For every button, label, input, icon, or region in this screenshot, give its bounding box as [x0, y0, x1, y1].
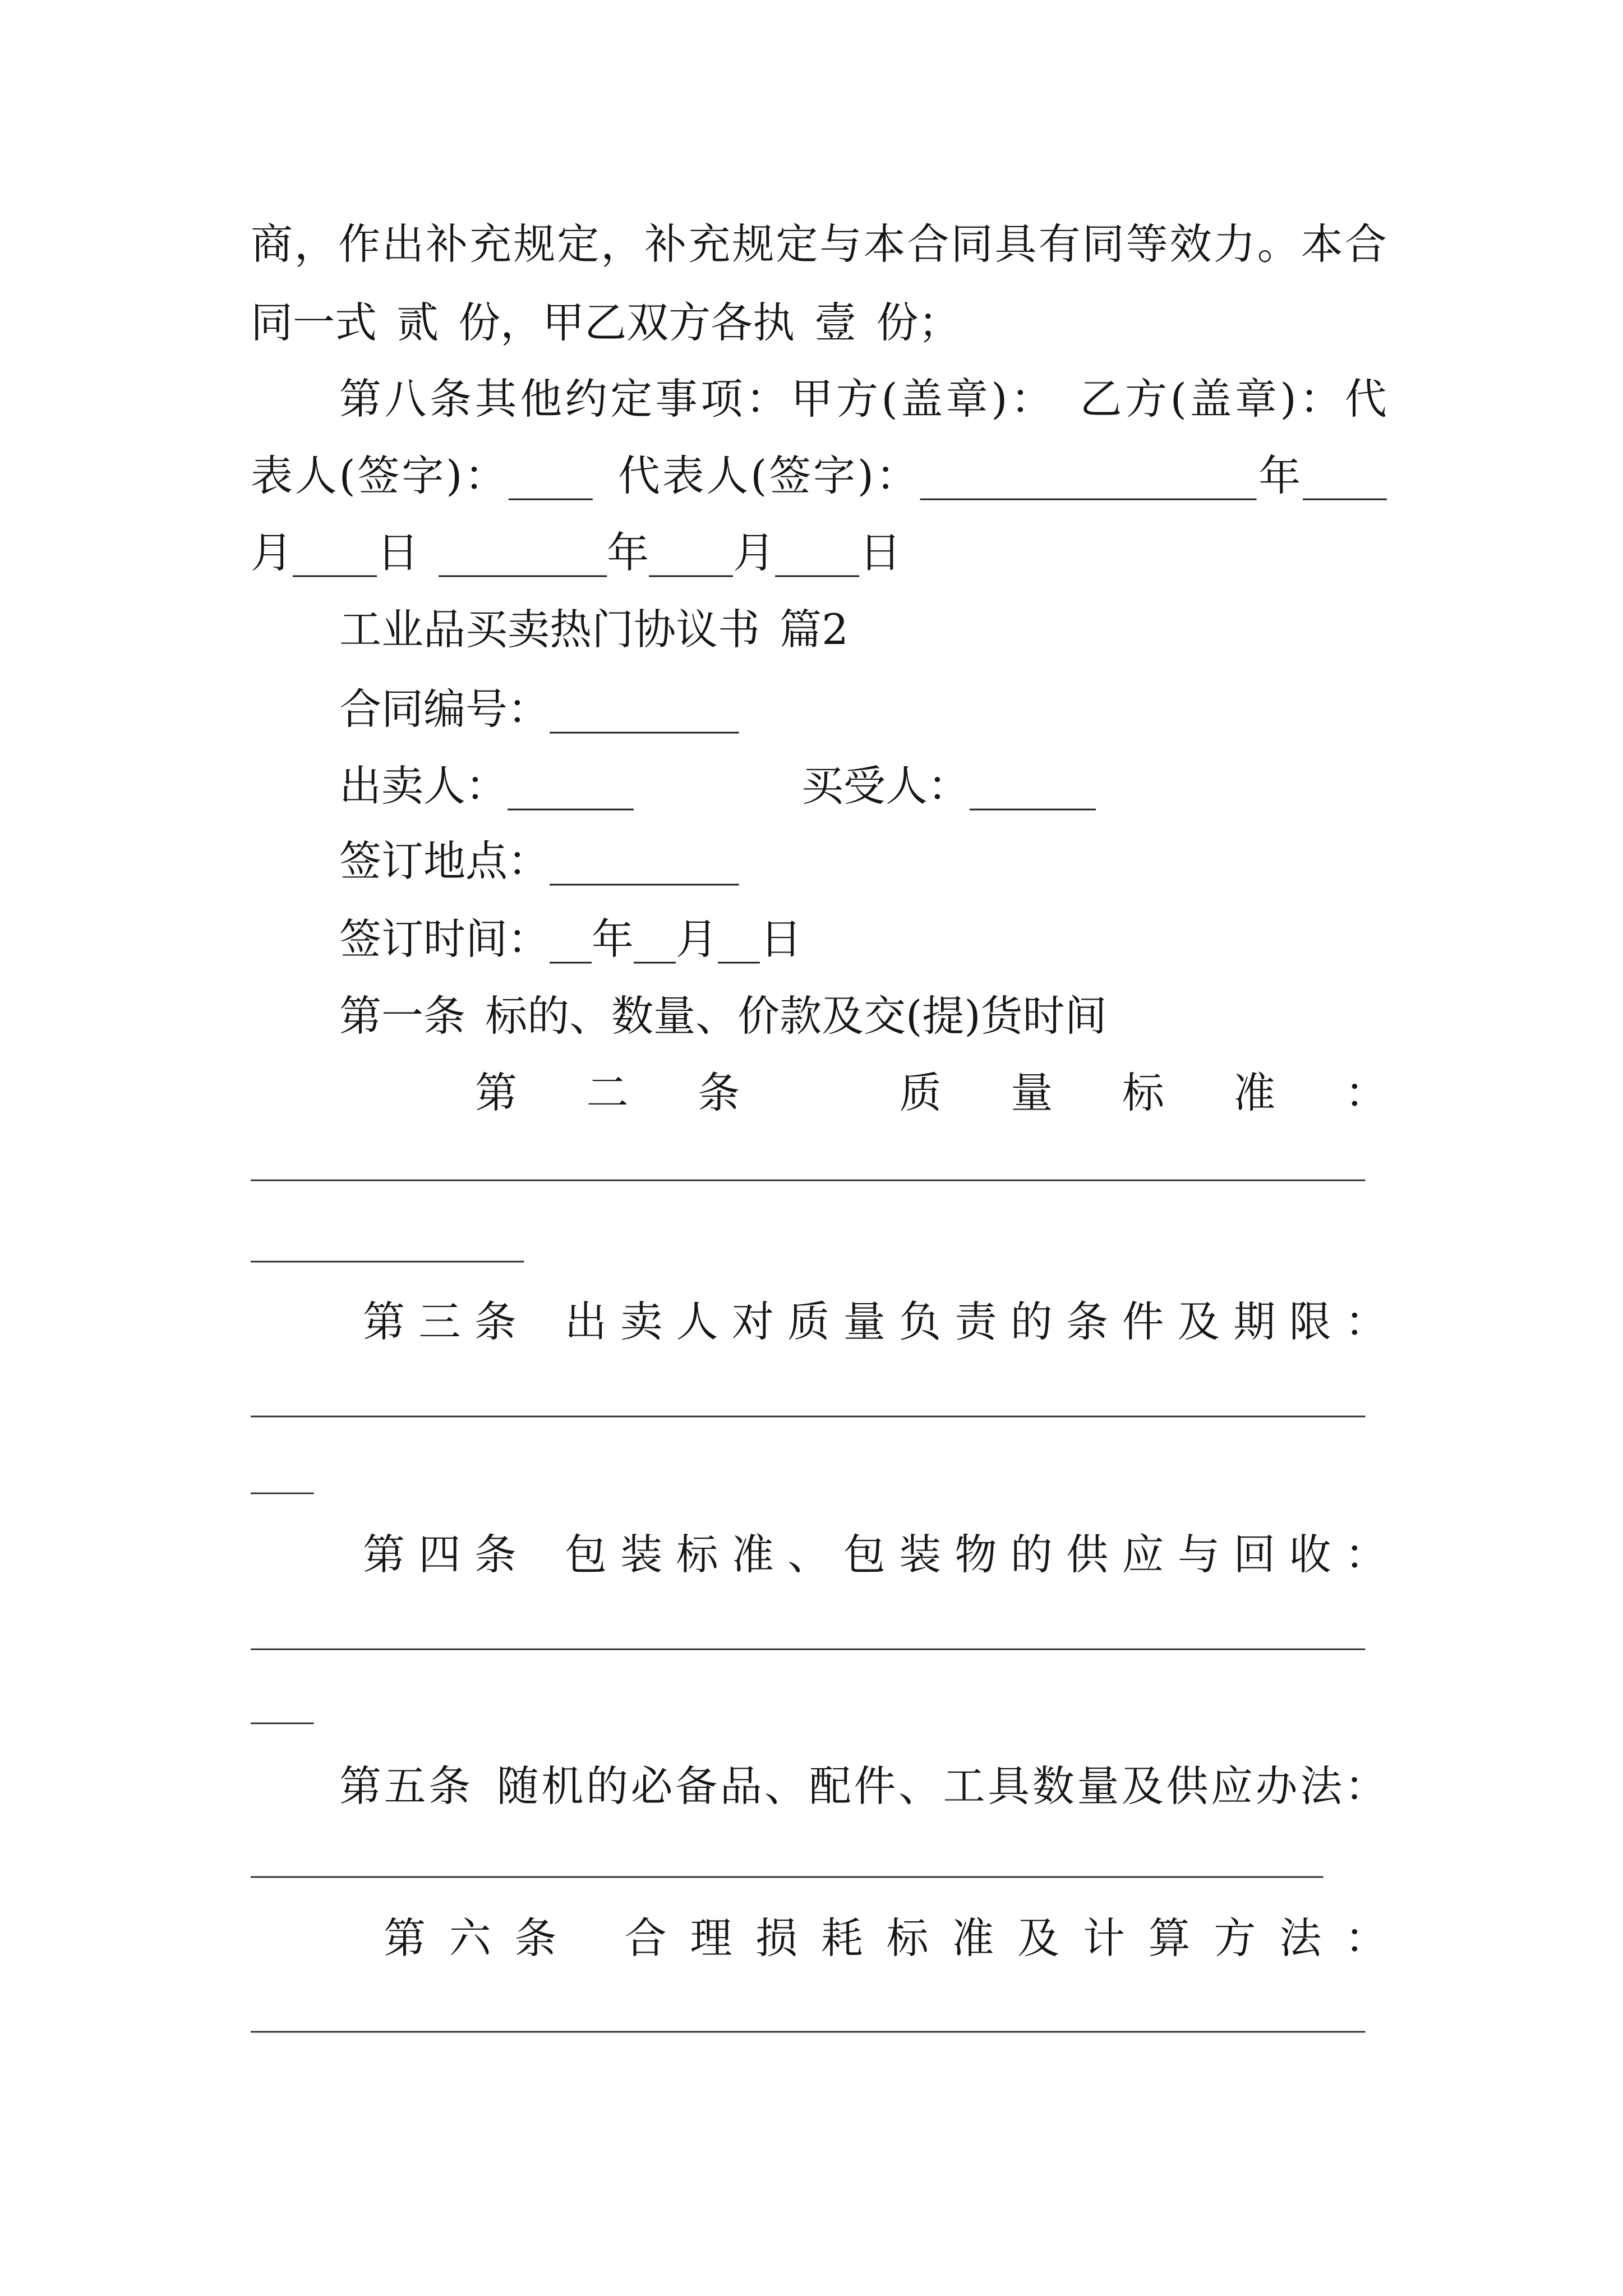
glyph: 、	[898, 1761, 941, 1811]
contract-number-field: 合同编号：_________	[339, 684, 739, 734]
glyph: ____	[1303, 451, 1387, 500]
glyph: 乙	[1080, 374, 1122, 424]
glyph: 盖	[1189, 374, 1232, 424]
clause-3-blank-line-1: _____________________________________________________	[251, 1368, 1366, 1418]
glyph: 法	[1300, 1761, 1343, 1811]
glyph: 定	[610, 374, 653, 424]
clause-5-heading	[339, 1761, 1387, 1819]
glyph: 合	[1344, 219, 1387, 269]
glyph: 同	[951, 219, 993, 269]
clause-2-blank-line-2: _____________	[251, 1213, 524, 1263]
glyph: 理	[690, 1913, 732, 1963]
clause-4-blank-line-1: _____________________________________________________	[251, 1601, 1366, 1650]
glyph: 合	[624, 1913, 667, 1963]
glyph: 包	[843, 1530, 886, 1579]
glyph: 条	[474, 1297, 517, 1346]
glyph: 回	[1233, 1530, 1276, 1579]
glyph: ：	[1344, 1297, 1387, 1346]
clause-3-blank-line-2: ___	[251, 1445, 314, 1494]
glyph: 准	[732, 1530, 774, 1579]
glyph: 质	[787, 1297, 830, 1346]
glyph: 作	[338, 219, 381, 269]
glyph: ：	[745, 374, 788, 424]
glyph: 签	[357, 451, 400, 500]
glyph: 事	[655, 374, 698, 424]
glyph: 与	[819, 219, 862, 269]
glyph: 准	[1233, 1068, 1276, 1117]
glyph: 表	[662, 451, 704, 500]
glyph: 量	[1011, 1068, 1053, 1117]
clause-1-heading: 第一条 标的、数量、价款及交(提)货时间	[339, 991, 1107, 1041]
glyph: ：	[464, 451, 507, 500]
glyph: 约	[565, 374, 607, 424]
glyph: (	[750, 451, 767, 500]
contract-title: 工业品买卖热门协议书 篇2	[339, 605, 849, 654]
glyph: 负	[899, 1297, 942, 1346]
clause-4-blank-line-2: ___	[251, 1675, 314, 1724]
glyph: 第	[339, 1761, 382, 1811]
glyph: 章	[946, 374, 988, 424]
glyph: 条	[430, 374, 472, 424]
glyph: 补	[644, 219, 687, 269]
glyph: 耗	[820, 1913, 863, 1963]
glyph: 件	[854, 1761, 896, 1811]
glyph: 配	[809, 1761, 851, 1811]
glyph: 法	[1279, 1913, 1322, 1963]
glyph: 准	[952, 1913, 994, 1963]
glyph: 定	[776, 219, 818, 269]
glyph: 六	[449, 1913, 491, 1963]
glyph: 二	[586, 1068, 629, 1117]
continuation-line-1	[251, 219, 1387, 277]
glyph: 年	[1258, 451, 1301, 500]
glyph: 备	[675, 1761, 718, 1811]
glyph: 装	[899, 1530, 942, 1579]
glyph: 有	[1038, 219, 1081, 269]
glyph: ：	[1344, 1068, 1387, 1117]
glyph: ：	[1344, 1913, 1387, 1963]
glyph: 本	[863, 219, 906, 269]
glyph: )	[991, 374, 1008, 424]
glyph: ________________	[920, 451, 1257, 500]
glyph: 字	[813, 451, 855, 500]
glyph: 第	[384, 1913, 426, 1963]
glyph: 方	[836, 374, 878, 424]
glyph: 具	[994, 219, 1037, 269]
glyph: 人	[294, 451, 337, 500]
glyph: 量	[1077, 1761, 1119, 1811]
glyph: 出	[564, 1297, 607, 1346]
glyph: 质	[899, 1068, 942, 1117]
glyph: 本	[1301, 219, 1343, 269]
glyph: 方	[1125, 374, 1168, 424]
glyph: 标	[886, 1913, 929, 1963]
glyph: 出	[382, 219, 425, 269]
clause-2-heading	[475, 1068, 1387, 1125]
glyph: 件	[1122, 1297, 1164, 1346]
glyph: 甲	[791, 374, 833, 424]
glyph: 三	[418, 1297, 461, 1346]
glyph: 合	[907, 219, 949, 269]
glyph: 条	[1066, 1297, 1109, 1346]
glyph: ：	[1344, 1761, 1387, 1811]
glyph: 等	[1126, 219, 1168, 269]
glyph: )	[446, 451, 463, 500]
glyph: 其	[474, 374, 517, 424]
glyph: 定	[557, 219, 600, 269]
glyph: 包	[564, 1530, 607, 1579]
glyph: )	[1280, 374, 1297, 424]
glyph: ：	[875, 451, 918, 500]
clause-5-blank-line-1: ___________________________________________________	[251, 1829, 1324, 1878]
glyph: 八	[384, 374, 427, 424]
glyph: 与	[1177, 1530, 1220, 1579]
glyph: 条	[474, 1530, 517, 1579]
glyph: 的	[1010, 1530, 1053, 1579]
glyph: 供	[1066, 1530, 1109, 1579]
glyph: 人	[706, 451, 749, 500]
glyph: 代	[1344, 374, 1387, 424]
glyph: 补	[426, 219, 468, 269]
glyph: 品	[720, 1761, 762, 1811]
glyph: 数	[1032, 1761, 1075, 1811]
glyph: 章	[1234, 374, 1277, 424]
glyph: ，	[601, 219, 643, 269]
glyph: 项	[700, 374, 743, 424]
glyph: 算	[1148, 1913, 1191, 1963]
glyph: 五	[384, 1761, 426, 1811]
glyph: 、	[787, 1530, 830, 1579]
glyph: 力	[1213, 219, 1256, 269]
glyph: 代	[617, 451, 660, 500]
glyph: 。	[1257, 219, 1299, 269]
glyph: 他	[520, 374, 562, 424]
glyph: ____	[508, 451, 593, 500]
glyph: 盖	[901, 374, 943, 424]
glyph: ：	[1011, 374, 1053, 424]
glyph: 、	[764, 1761, 807, 1811]
glyph: ，	[294, 219, 337, 269]
glyph: 办	[1255, 1761, 1298, 1811]
glyph: 量	[843, 1297, 886, 1346]
glyph: 应	[1122, 1530, 1164, 1579]
glyph: 条	[514, 1913, 557, 1963]
seller-field: 出卖人：______	[339, 761, 634, 811]
glyph: 物	[955, 1530, 997, 1579]
glyph: 充	[688, 219, 731, 269]
glyph: 签	[769, 451, 811, 500]
glyph: 必	[630, 1761, 673, 1811]
glyph: 同	[1082, 219, 1124, 269]
article-8-line-2	[251, 451, 1387, 508]
clause-6-blank-line-1: _____________________________________________________	[251, 1984, 1366, 2033]
clause-4-heading	[363, 1530, 1387, 1587]
glyph: (	[339, 451, 356, 500]
glyph: 的	[585, 1761, 628, 1811]
glyph: (	[881, 374, 898, 424]
article-8-line-3: 月____日 ________年____月____日	[251, 528, 902, 577]
buyer-field: 买受人：______	[801, 761, 1096, 811]
glyph: 规	[513, 219, 556, 269]
glyph: 卖	[620, 1297, 663, 1346]
clause-3-heading	[363, 1297, 1387, 1354]
glyph: 损	[755, 1913, 798, 1963]
glyph: 工	[943, 1761, 985, 1811]
glyph: 具	[988, 1761, 1030, 1811]
glyph: 充	[469, 219, 512, 269]
glyph: )	[857, 451, 874, 500]
glyph: 人	[676, 1297, 718, 1346]
glyph: 收	[1289, 1530, 1331, 1579]
glyph: 第	[339, 374, 382, 424]
glyph: 第	[475, 1068, 518, 1117]
glyph: 第	[363, 1297, 405, 1346]
glyph: 标	[676, 1530, 718, 1579]
glyph: 效	[1169, 219, 1212, 269]
signing-place-field: 签订地点：_________	[339, 836, 739, 886]
glyph: 应	[1211, 1761, 1253, 1811]
clause-6-heading	[384, 1913, 1387, 1971]
glyph: 及	[1177, 1297, 1220, 1346]
glyph: 字	[402, 451, 444, 500]
glyph: 条	[428, 1761, 471, 1811]
glyph: (	[1170, 374, 1187, 424]
glyph: 及	[1121, 1761, 1164, 1811]
glyph: 四	[418, 1530, 461, 1579]
signing-date-field: 签订时间：__年__月__日	[339, 914, 803, 964]
glyph: 计	[1082, 1913, 1125, 1963]
glyph: 商	[251, 219, 293, 269]
glyph: 第	[363, 1530, 405, 1579]
continuation-line-2: 同一式 贰 份，甲乙双方各执 壹 份；	[251, 298, 961, 347]
glyph: 供	[1166, 1761, 1209, 1811]
glyph: 责	[955, 1297, 997, 1346]
glyph: 标	[1122, 1068, 1164, 1117]
glyph: 对	[732, 1297, 774, 1346]
glyph: 随	[496, 1761, 539, 1811]
glyph: 装	[620, 1530, 663, 1579]
glyph: ：	[1299, 374, 1342, 424]
glyph: ：	[1344, 1530, 1387, 1579]
article-8-line-1	[339, 374, 1387, 431]
glyph: 表	[251, 451, 293, 500]
glyph: 的	[1010, 1297, 1053, 1346]
glyph: 及	[1017, 1913, 1060, 1963]
glyph: 机	[541, 1761, 584, 1811]
glyph: 方	[1214, 1913, 1256, 1963]
glyph: 期	[1233, 1297, 1276, 1346]
clause-2-blank-line-1: _____________________________________________________	[251, 1132, 1366, 1181]
glyph: 限	[1289, 1297, 1331, 1346]
glyph: 条	[698, 1068, 740, 1117]
glyph: 规	[732, 219, 774, 269]
